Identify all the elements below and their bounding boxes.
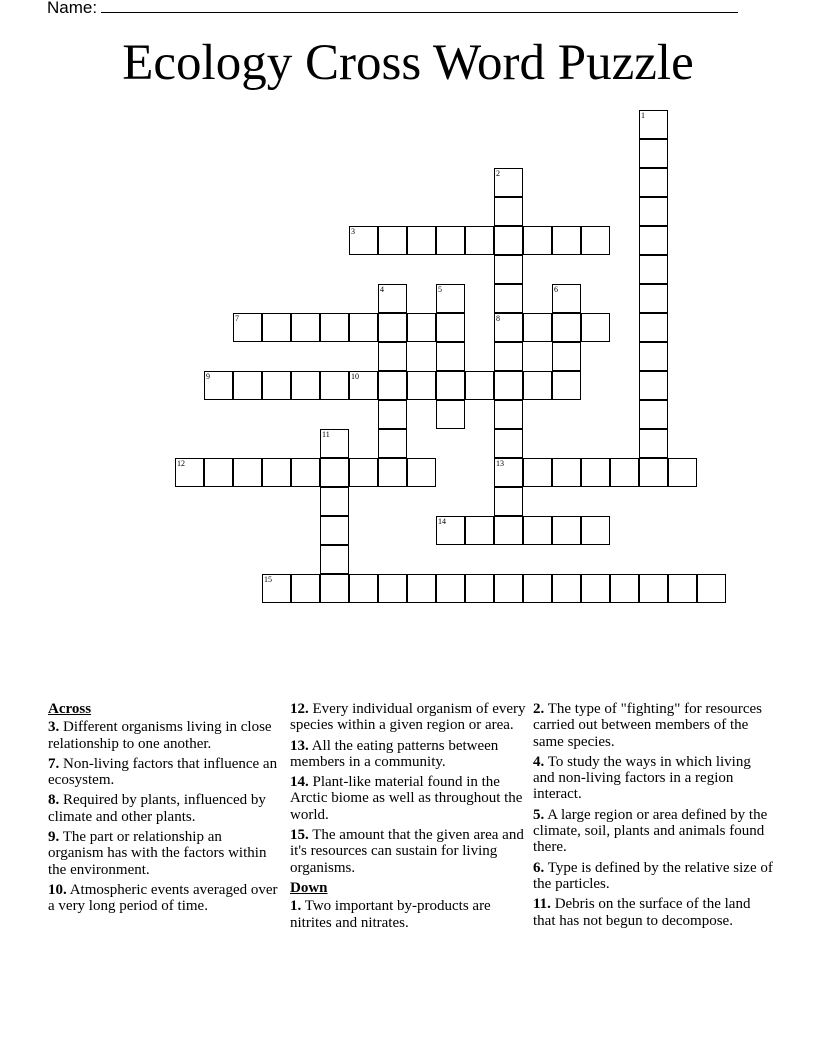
- clue-across-9: 9. The part or relationship an organism has with the factors within the environment.: [48, 829, 267, 878]
- clue-number: 14: [438, 517, 446, 526]
- grid-cell[interactable]: [639, 255, 668, 284]
- grid-cell[interactable]: [349, 226, 378, 255]
- grid-cell[interactable]: [494, 226, 523, 255]
- grid-cell[interactable]: [581, 458, 610, 487]
- grid-cell[interactable]: [639, 371, 668, 400]
- grid-cell[interactable]: [436, 226, 465, 255]
- clue-number: 10: [351, 372, 359, 381]
- grid-cell[interactable]: [552, 574, 581, 603]
- grid-cell[interactable]: [494, 371, 523, 400]
- grid-cell[interactable]: [378, 458, 407, 487]
- grid-cell[interactable]: [320, 429, 349, 458]
- clue-number: 1: [641, 111, 645, 120]
- grid-cell[interactable]: [378, 313, 407, 342]
- grid-cell[interactable]: [668, 574, 697, 603]
- grid-cell[interactable]: [697, 574, 726, 603]
- grid-cell[interactable]: [494, 487, 523, 516]
- grid-cell[interactable]: [436, 400, 465, 429]
- grid-cell[interactable]: [523, 574, 552, 603]
- grid-cell[interactable]: [291, 371, 320, 400]
- grid-cell[interactable]: [552, 313, 581, 342]
- clue-number: 2: [496, 169, 500, 178]
- clue-across-10: 10. Atmospheric events averaged over a very long period of time.: [48, 881, 278, 915]
- grid-cell[interactable]: [552, 516, 581, 545]
- grid-cell[interactable]: [668, 458, 697, 487]
- grid-cell[interactable]: [262, 458, 291, 487]
- grid-cell[interactable]: [436, 371, 465, 400]
- grid-cell[interactable]: [639, 168, 668, 197]
- grid-cell[interactable]: [581, 313, 610, 342]
- grid-cell[interactable]: [494, 342, 523, 371]
- grid-cell[interactable]: [639, 110, 668, 139]
- clue-across-8: 8. Required by plants, influenced by climate and other plants.: [48, 792, 266, 825]
- grid-cell[interactable]: [262, 574, 291, 603]
- grid-cell[interactable]: [639, 400, 668, 429]
- clue-number: 7: [235, 314, 239, 323]
- grid-cell[interactable]: [378, 226, 407, 255]
- grid-cell[interactable]: [639, 313, 668, 342]
- name-label: Name:: [47, 0, 98, 17]
- grid-cell[interactable]: [436, 313, 465, 342]
- grid-cell[interactable]: [378, 429, 407, 458]
- grid-cell[interactable]: [494, 400, 523, 429]
- grid-cell[interactable]: [320, 458, 349, 487]
- clue-number: 8: [496, 314, 500, 323]
- grid-cell[interactable]: [378, 342, 407, 371]
- across-heading: Across: [48, 701, 92, 717]
- grid-cell[interactable]: [262, 371, 291, 400]
- grid-cell[interactable]: [320, 545, 349, 574]
- clue-number: 3: [351, 227, 355, 236]
- clue-down-5: 5. A large region or area defined by the climate, soil, plants and animals found there.: [533, 806, 768, 856]
- grid-cell[interactable]: [523, 458, 552, 487]
- grid-cell[interactable]: [581, 574, 610, 603]
- grid-cell[interactable]: [523, 226, 552, 255]
- clues-column-3: [533, 701, 773, 933]
- grid-cell[interactable]: [378, 371, 407, 400]
- grid-cell[interactable]: [494, 574, 523, 603]
- grid-cell[interactable]: [639, 429, 668, 458]
- grid-cell[interactable]: [552, 284, 581, 313]
- grid-cell[interactable]: [552, 458, 581, 487]
- grid-cell[interactable]: [378, 574, 407, 603]
- grid-cell[interactable]: [639, 197, 668, 226]
- grid-cell[interactable]: [407, 313, 436, 342]
- grid-cell[interactable]: [494, 255, 523, 284]
- grid-cell[interactable]: [552, 342, 581, 371]
- grid-cell[interactable]: [523, 313, 552, 342]
- clue-across-13: 13. All the eating patterns between members in a community.: [290, 737, 499, 770]
- grid-cell[interactable]: [262, 313, 291, 342]
- clue-number: 15: [264, 575, 272, 584]
- grid-cell[interactable]: [233, 371, 262, 400]
- grid-cell[interactable]: [349, 574, 378, 603]
- grid-cell[interactable]: [610, 574, 639, 603]
- grid-cell[interactable]: [320, 487, 349, 516]
- grid-cell[interactable]: [639, 284, 668, 313]
- grid-cell[interactable]: [204, 458, 233, 487]
- grid-cell[interactable]: [436, 342, 465, 371]
- grid-cell[interactable]: [233, 313, 262, 342]
- clue-number: 6: [554, 285, 558, 294]
- clue-across-3: 3. Different organisms living in close relationship to one another.: [48, 719, 272, 752]
- grid-cell[interactable]: [639, 139, 668, 168]
- grid-cell[interactable]: [320, 574, 349, 603]
- clue-across-7: 7. Non-living factors that influence an ecosystem.: [48, 755, 278, 789]
- grid-cell[interactable]: [320, 516, 349, 545]
- grid-cell[interactable]: [494, 197, 523, 226]
- grid-cell[interactable]: [639, 458, 668, 487]
- grid-cell[interactable]: [494, 284, 523, 313]
- clue-across-12: 12. Every individual organism of every species within a given region or area.: [290, 701, 526, 734]
- grid-cell[interactable]: [465, 371, 494, 400]
- grid-cell[interactable]: [291, 313, 320, 342]
- grid-cell[interactable]: [378, 284, 407, 313]
- grid-cell[interactable]: [349, 458, 378, 487]
- grid-cell[interactable]: [233, 458, 262, 487]
- grid-cell[interactable]: [552, 371, 581, 400]
- grid-cell[interactable]: [581, 516, 610, 545]
- clue-down-1: 1. Two important by-products are nitrites and nitrates.: [290, 898, 491, 931]
- grid-cell[interactable]: [436, 574, 465, 603]
- grid-cell[interactable]: [465, 516, 494, 545]
- down-heading: Down: [290, 879, 328, 896]
- grid-cell[interactable]: [175, 458, 204, 487]
- clue-number: 13: [496, 459, 504, 468]
- grid-cell[interactable]: [639, 574, 668, 603]
- clues-column-1: [48, 701, 278, 919]
- grid-cell[interactable]: [494, 313, 523, 342]
- clue-down-4: 4. To study the ways in which living and non-living factors in a region interact.: [533, 753, 751, 803]
- grid-cell[interactable]: [465, 574, 494, 603]
- grid-cell[interactable]: [436, 284, 465, 313]
- clue-down-11: 11. Debris on the surface of the land that has not begun to decompose.: [533, 896, 751, 929]
- grid-cell[interactable]: [552, 226, 581, 255]
- grid-cell[interactable]: [523, 516, 552, 545]
- clue-across-14: 14. Plant-like material found in the Arctic biome as well as throughout the world.: [290, 774, 523, 823]
- clue-number: 4: [380, 285, 384, 294]
- grid-cell[interactable]: [320, 371, 349, 400]
- grid-cell[interactable]: [494, 516, 523, 545]
- grid-cell[interactable]: [639, 342, 668, 371]
- grid-cell[interactable]: [291, 458, 320, 487]
- grid-cell[interactable]: [610, 458, 639, 487]
- clue-down-2: 2. The type of "fighting" for resources carried out between members of the same species.: [533, 701, 762, 750]
- grid-cell[interactable]: [581, 226, 610, 255]
- grid-cell[interactable]: [494, 458, 523, 487]
- grid-cell[interactable]: [349, 371, 378, 400]
- clue-number: 12: [177, 459, 185, 468]
- clue-number: 9: [206, 372, 210, 381]
- grid-cell[interactable]: [523, 371, 552, 400]
- grid-cell[interactable]: [407, 574, 436, 603]
- grid-cell[interactable]: [436, 516, 465, 545]
- grid-cell[interactable]: [407, 458, 436, 487]
- grid-cell[interactable]: [349, 313, 378, 342]
- grid-cell[interactable]: [407, 226, 436, 255]
- grid-cell[interactable]: [407, 371, 436, 400]
- clue-number: 11: [322, 430, 330, 439]
- grid-cell[interactable]: [639, 226, 668, 255]
- grid-cell[interactable]: [378, 400, 407, 429]
- grid-cell[interactable]: [494, 429, 523, 458]
- grid-cell[interactable]: [465, 226, 494, 255]
- clue-number: 5: [438, 285, 442, 294]
- grid-cell[interactable]: [291, 574, 320, 603]
- clue-across-15: 15. The amount that the given area and it's resources can sustain for living organisms.: [290, 827, 524, 876]
- clue-down-6: 6. Type is defined by the relative size of the particles.: [533, 859, 773, 892]
- grid-cell[interactable]: [204, 371, 233, 400]
- grid-cell[interactable]: [494, 168, 523, 197]
- puzzle-title: Ecology Cross Word Puzzle: [122, 35, 694, 91]
- clues-column-2: [290, 701, 530, 935]
- grid-cell[interactable]: [320, 313, 349, 342]
